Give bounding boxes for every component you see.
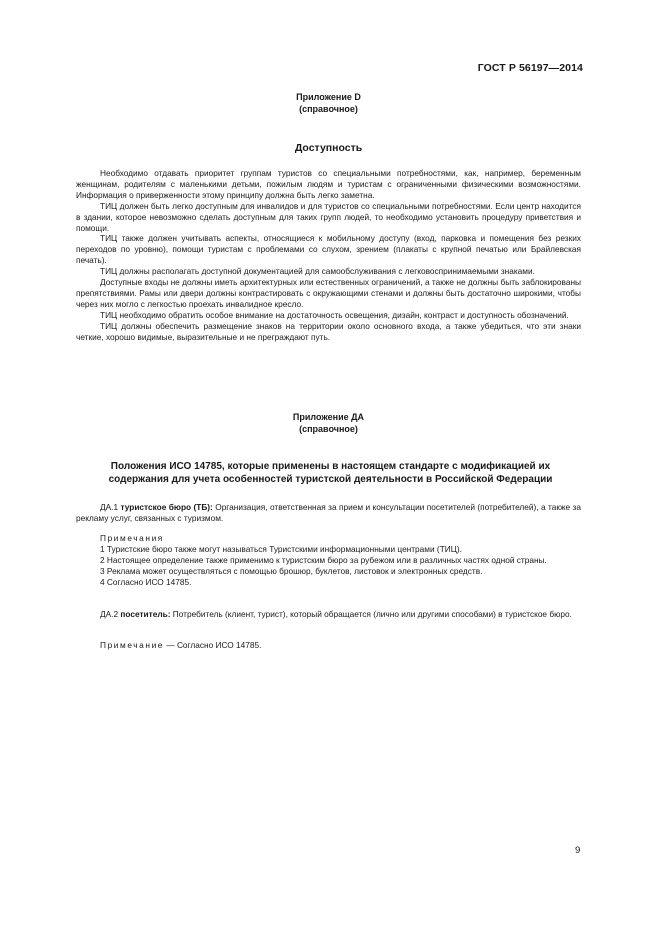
definition-term: посетитель: — [120, 609, 171, 619]
annex-d-note: (справочное) — [299, 103, 358, 114]
definition-text: Потребитель (клиент, турист), который обращается (лично или другими способами) в туристское бюро. — [170, 609, 572, 619]
paragraph: ТИЦ необходимо обратить особое внимание на достаточность освещения, дизайн, контраст и доступность обозначений. — [100, 309, 569, 320]
definition-term: туристское бюро (ТБ): — [120, 502, 213, 512]
paragraph: ТИЦ также должен учитывать аспекты, относящиеся к мобильному доступу (вход, парковка и помещения без резких переходов по уровню), помощи туристам с проблемами со слухом, зрением (плакаты с крупной печатью или Брайлевская печать). — [76, 233, 581, 266]
annex-d-body — [76, 168, 581, 343]
note-item: 3 Реклама может осуществляться с помощью брошюр, буклетов, листовок и электронных средств. — [100, 565, 483, 576]
paragraph: ТИЦ должны обеспечить размещение знаков на территории около основного входа, а также убедиться, что эти знаки четкие, хорошо видимые, выразительные и не преграждают путь. — [76, 320, 581, 342]
annex-da-label: Приложение ДА — [292, 412, 365, 422]
definition-da1 — [76, 502, 581, 524]
definition-text: Организация, ответственная за прием и консультации посетителей (потребителей), а также за рекламу услуг, связанных с туризмом. — [76, 502, 581, 523]
annex-da-title-line2: содержания для учета особенностей туристской деятельности в Российской Федерации — [108, 473, 553, 485]
paragraph: Доступные входы не должны иметь архитектурных или естественных ограничений, а также не должны быть заблокированы препятствиями. Рамы или двери должны контрастировать с окружающими стенами и должны быть достаточно широкими, чтобы через них могло с легкостью проехать инвалидное кресло. — [76, 277, 581, 309]
page-number: 9 — [575, 845, 581, 856]
annex-da-heading — [76, 412, 581, 435]
notes-block — [76, 533, 581, 588]
definition-number: ДА.1 — [100, 502, 121, 512]
note-text: — Согласно ИСО 14785. — [164, 640, 262, 650]
note-item: 4 Согласно ИСО 14785. — [100, 576, 192, 587]
note-block — [76, 640, 581, 651]
annex-da-note: (справочное) — [299, 423, 358, 434]
note-label: Примечание — [100, 640, 165, 650]
paragraph: ТИЦ должен быть легко доступным для инвалидов и для туристов со специальными потребностями. Если центр находится в здании, которое невозможно сделать доступным для таких групп людей, то необходимо установить процедуру приветствия и помощи. — [76, 200, 581, 233]
paragraph: ТИЦ должны располагать доступной документацией для самообслуживания с легковоспринимаемыми знаками. — [100, 266, 535, 277]
note-item: 1 Туристские бюро также могут называться Туристскими информационными центрами (ТИЦ). — [100, 543, 462, 554]
definition-da2 — [76, 609, 581, 620]
note-item: 2 Настоящее определение также применимо к туристским бюро за рубежом или в различных частях одной страны. — [100, 554, 547, 565]
document-code: ГОСТ Р 56197—2014 — [477, 62, 583, 74]
annex-da-title — [60, 461, 601, 486]
paragraph: Необходимо отдавать приоритет группам туристов со специальными потребностями, как, например, беременным женщинам, родителям с маленькими детьми, пожилым людям и туристам с ограниченными физическими возможностями. Информация о приверженности этому принципу должна быть легко заметна. — [76, 168, 581, 200]
annex-d-title: Доступность — [294, 142, 363, 154]
notes-heading: Примечания — [100, 533, 164, 543]
annex-d-label: Приложение D — [296, 92, 361, 102]
annex-d-heading — [76, 92, 581, 115]
definition-number: ДА.2 — [100, 609, 121, 619]
annex-da-title-line1: Положения ИСО 14785, которые применены в настоящем стандарте с модификацией их — [110, 461, 551, 472]
